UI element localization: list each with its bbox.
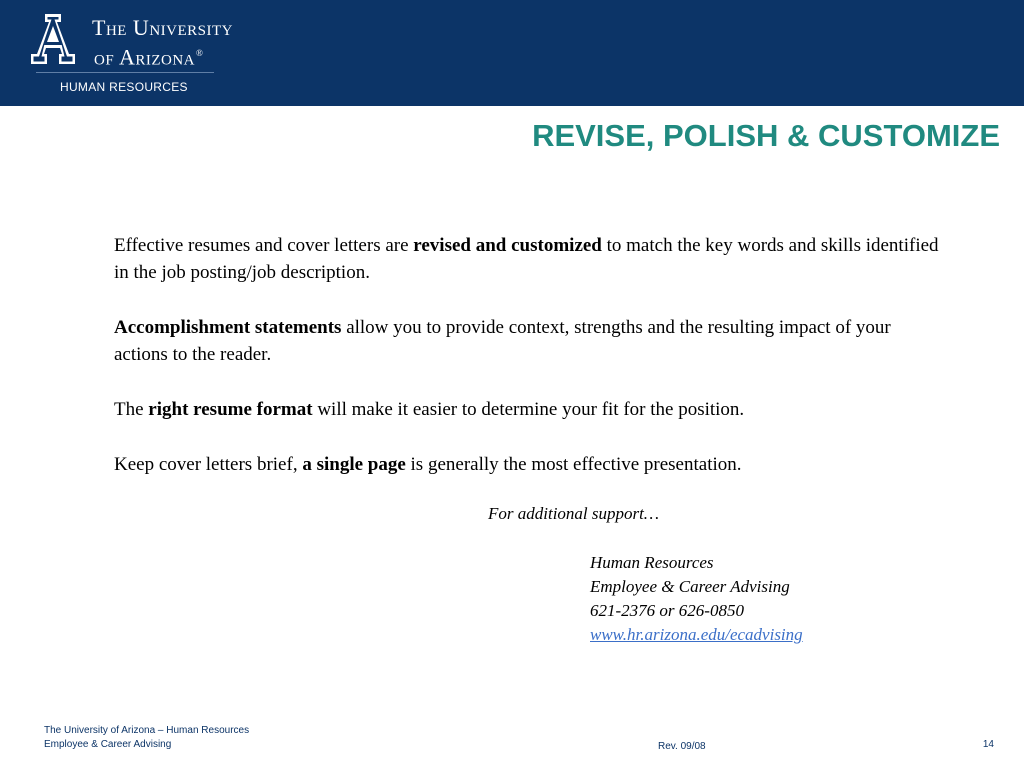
bold-phrase: revised and customized xyxy=(413,235,602,256)
block-a-logo-icon xyxy=(25,12,81,66)
paragraph-customize: Effective resumes and cover letters are revised and customized to match the key words and skills identified in the job posting/job description. xyxy=(114,235,939,283)
bold-phrase: Accomplishment statements xyxy=(114,317,342,338)
revision-date: Rev. 09/08 xyxy=(658,741,706,752)
contact-department: Human Resources xyxy=(590,553,714,572)
page-number: 14 xyxy=(982,739,994,750)
support-intro: For additional support… xyxy=(488,504,659,523)
slide-title: REVISE, POLISH & CUSTOMIZE xyxy=(532,118,1000,153)
contact-phones: 621-2376 or 626-0850 xyxy=(590,601,744,620)
paragraph-cover-letters: Keep cover letters brief, a single page is generally the most effective presentation. xyxy=(114,454,742,475)
contact-block xyxy=(590,551,803,647)
slide-body xyxy=(114,232,944,506)
paragraph-accomplishments: Accomplishment statements allow you to provide context, strengths and the resulting impact of your actions to the reader. xyxy=(114,317,891,365)
header-banner xyxy=(0,0,1024,106)
wordmark-line-2: of Arizona® xyxy=(94,44,204,70)
footer-line-1: The University of Arizona – Human Resources xyxy=(44,725,250,736)
bold-phrase: a single page xyxy=(302,454,406,475)
contact-url-link[interactable]: www.hr.arizona.edu/ecadvising xyxy=(590,625,803,644)
paragraph-format: The right resume format will make it easier to determine your fit for the position. xyxy=(114,399,745,420)
department-label: HUMAN RESOURCES xyxy=(60,80,188,94)
contact-office: Employee & Career Advising xyxy=(590,577,790,596)
wordmark-line-1: The University xyxy=(92,15,233,40)
header-divider xyxy=(36,72,214,73)
footer-line-2: Employee & Career Advising xyxy=(44,739,172,750)
registered-mark: ® xyxy=(196,48,204,58)
bold-phrase: right resume format xyxy=(148,399,313,420)
footer-info xyxy=(44,724,249,752)
